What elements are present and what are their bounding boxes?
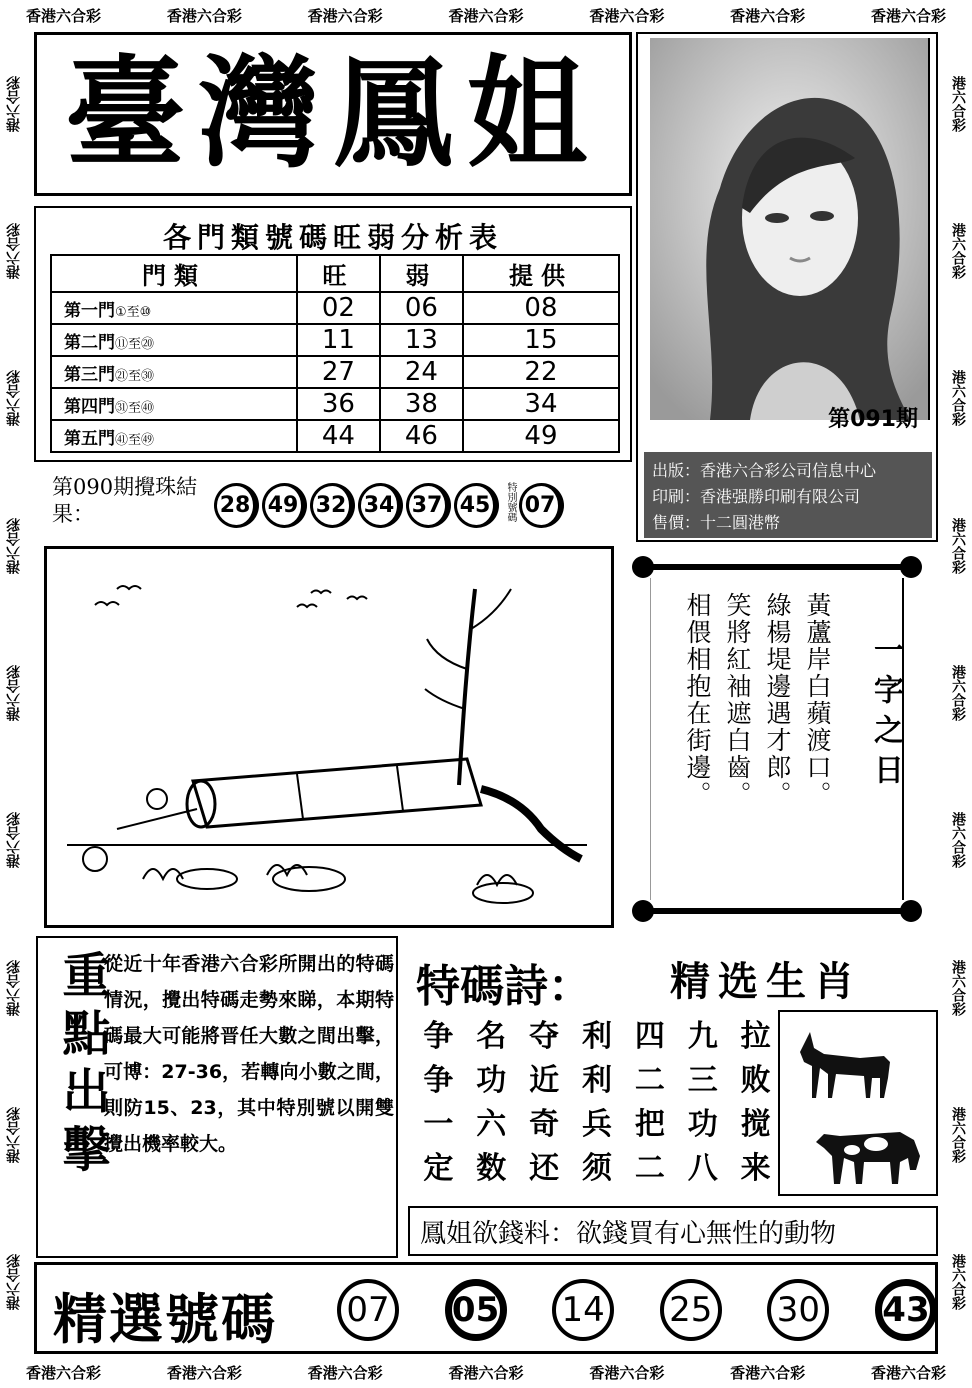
scroll-paper [650,578,904,900]
poem-title: 一字之日 [868,634,903,794]
border-text: 香港六合彩 [870,6,946,25]
special-poem-char: 九 [687,1019,718,1054]
border-side-text: 港六合彩 [950,75,966,132]
weak-cell: 06 [380,292,463,324]
zodiac-title: 精选生肖 [670,958,862,1005]
portrait-photo [650,38,930,420]
special-poem-char: 二 [634,1063,665,1098]
border-text: 香港六合彩 [730,6,806,25]
special-poem-char: 八 [687,1151,718,1186]
door-cell [51,356,297,388]
border-left [3,30,25,1356]
poem-line: 相偎相抱在街邊 [683,592,712,781]
special-poem-char: 功 [476,1063,507,1098]
special-poem-char: 来 [740,1151,771,1186]
table-row [51,356,619,388]
poem-column [677,592,717,808]
door-name: 第三門 [64,364,115,385]
border-text: 香港六合彩 [307,6,383,25]
strong-cell: 44 [297,420,380,452]
selected-number-ball: 43 [875,1279,937,1341]
zones-table [50,254,620,453]
special-poem-grid [412,1020,782,1186]
special-poem-char: 把 [634,1107,665,1142]
border-side-text: 港六合彩 [6,959,22,1016]
border-side-text: 港六合彩 [6,517,22,574]
door-name: 第二門 [64,332,115,353]
poem-column [757,592,797,808]
door-range: ⑪至⑳ [115,336,155,352]
border-text: 香港六合彩 [166,1363,242,1382]
wish-box [408,1206,938,1256]
border-right [946,30,970,1356]
publisher-info [644,452,932,538]
border-side-text: 港六合彩 [6,222,22,279]
border-bottom [26,1358,946,1386]
door-cell [51,388,297,420]
table-header-row [51,255,619,292]
special-poem-area [408,944,938,1256]
border-side-text: 港六合彩 [6,370,22,427]
selected-number-ball: 07 [337,1279,399,1341]
special-poem-char: 定 [423,1151,454,1186]
strong-cell: 36 [297,388,380,420]
offer-cell: 08 [463,292,619,324]
door-name: 第四門 [64,396,115,417]
border-text: 香港六合彩 [166,6,242,25]
special-poem-char: 三 [687,1063,718,1098]
special-poem-title: 特碼詩： [416,961,592,1012]
border-text: 香港六合彩 [589,6,665,25]
border-side-text: 港六合彩 [6,812,22,869]
previous-result [34,472,632,534]
title-box [34,32,632,196]
poem-column [797,592,837,808]
weak-cell: 13 [380,324,463,356]
door-name: 第一門 [64,300,115,321]
header-weak: 弱 [380,255,463,292]
selected-number-ball: 25 [660,1279,722,1341]
special-poem-char: 名 [476,1019,507,1054]
result-ball: 32 [310,483,355,528]
table-row [51,388,619,420]
selected-numbers-box [34,1262,938,1354]
border-side-text: 港六合彩 [950,1106,966,1163]
result-ball: 49 [262,483,307,528]
special-poem-char: 数 [476,1151,507,1186]
selected-number-ball: 05 [445,1279,507,1341]
border-text: 香港六合彩 [870,1363,946,1382]
photo-box [636,32,938,542]
door-range: ㉛至㊵ [115,400,155,416]
strong-cell: 02 [297,292,380,324]
previous-result-label: 第090期攪珠結果： [52,475,198,526]
border-text: 香港六合彩 [448,6,524,25]
strong-cell: 11 [297,324,380,356]
border-text: 香港六合彩 [307,1363,383,1382]
door-cell [51,324,297,356]
table-row [51,324,619,356]
border-side-text: 港六合彩 [950,370,966,427]
scroll-top-rod [632,556,922,578]
poem-end-mark: 。 [723,781,752,808]
border-text: 香港六合彩 [26,1363,102,1382]
result-ball: 34 [358,483,403,528]
special-poem-char: 功 [687,1107,718,1142]
poem-line: 笑將紅袖遮白齒 [723,592,752,781]
selected-numbers-title: 精選號碼 [53,1288,277,1351]
special-poem-char: 奇 [529,1107,560,1142]
cartoon-illustration [44,546,614,928]
special-poem-char: 六 [476,1107,507,1142]
border-text: 香港六合彩 [589,1363,665,1382]
scroll-bottom-rod [632,900,922,922]
border-side-text: 港六合彩 [950,222,966,279]
poem-column [717,592,757,808]
special-poem-char: 近 [529,1063,560,1098]
border-side-text: 港六合彩 [6,75,22,132]
door-name: 第五門 [64,428,115,449]
table-row [51,420,619,452]
header-offer: 提供 [463,255,619,292]
printer-line: 印刷：香港强勝印刷有限公司 [652,486,861,506]
door-range: ㊶至㊾ [115,432,155,448]
offer-cell: 15 [463,324,619,356]
border-side-text: 港六合彩 [6,1254,22,1311]
special-poem-char: 利 [581,1063,612,1098]
poem-columns [677,592,837,808]
previous-result-balls [214,482,567,528]
special-poem-char: 争 [423,1063,454,1098]
page-title: 臺灣鳳姐 [65,43,601,184]
header-door: 門類 [51,255,297,292]
border-side-text: 港六合彩 [950,517,966,574]
selected-number-ball: 30 [767,1279,829,1341]
selected-number-ball: 14 [552,1279,614,1341]
analysis-table-title: 各門類號碼旺弱分析表 [162,221,503,254]
door-range: ㉑至㉚ [115,368,155,384]
special-poem-char: 败 [740,1063,771,1098]
poem-line: 綠楊堤邊遇才郎 [763,592,792,781]
animal-illustration [778,1010,938,1196]
border-side-text: 港六合彩 [6,664,22,721]
poem-end-mark: 。 [683,781,712,808]
result-ball: 37 [406,483,451,528]
special-poem-char: 四 [634,1019,665,1054]
poem-line: 黃蘆岸白蘋渡口 [803,592,832,781]
border-side-text: 港六合彩 [950,1254,966,1311]
weak-cell: 24 [380,356,463,388]
door-cell [51,420,297,452]
key-analysis-box [36,936,398,1258]
special-poem-char: 夺 [529,1019,560,1054]
table-row [51,292,619,324]
door-cell [51,292,297,324]
border-side-text: 港六合彩 [6,1106,22,1163]
special-poem-char: 须 [581,1151,612,1186]
weak-cell: 38 [380,388,463,420]
publisher-line: 出版：香港六合彩公司信息中心 [652,460,877,480]
poem-scroll [632,556,922,922]
wish-text: 欲錢買有心無性的動物 [576,1218,837,1249]
key-analysis-title: 重點出擊 [54,950,110,1182]
selected-number-balls [337,1279,937,1341]
special-poem-char: 利 [581,1019,612,1054]
special-result-ball: 07 [519,483,564,528]
wish-label: 鳳姐欲錢料： [420,1218,577,1249]
border-side-text: 港六合彩 [950,959,966,1016]
result-ball: 45 [454,483,499,528]
special-number-label: 特別號碼 [505,482,516,522]
header-strong: 旺 [297,255,380,292]
price-line: 售價：十二圓港幣 [652,512,781,532]
offer-cell: 34 [463,388,619,420]
analysis-table-box [34,206,632,462]
poem-end-mark: 。 [763,781,792,808]
special-poem-char: 二 [634,1151,665,1186]
special-poem-char: 搅 [740,1107,771,1142]
weak-cell: 46 [380,420,463,452]
issue-number: 第091期 [828,407,918,432]
border-text: 香港六合彩 [26,6,102,25]
border-side-text: 港六合彩 [950,812,966,869]
strong-cell: 27 [297,356,380,388]
border-text: 香港六合彩 [448,1363,524,1382]
special-poem-char: 拉 [740,1019,771,1054]
offer-cell: 49 [463,420,619,452]
special-poem-char: 兵 [581,1107,612,1142]
border-side-text: 港六合彩 [950,664,966,721]
key-analysis-text: 從近十年香港六合彩所開出的特碼情況，攪出特碼走勢來睇，本期特碼最大可能將晋任大數之間出擊，可博：27-36，若轉向小數之間，則防15、23，其中特別號以開雙攪出機率較大。 [104,953,394,1155]
door-range: ①至⑩ [115,304,152,320]
special-poem-char: 争 [423,1019,454,1054]
special-poem-char: 还 [529,1151,560,1186]
border-text: 香港六合彩 [730,1363,806,1382]
border-top [26,2,946,28]
result-ball: 28 [214,483,259,528]
special-poem-char: 一 [423,1107,454,1142]
poem-end-mark: 。 [803,781,832,808]
offer-cell: 22 [463,356,619,388]
